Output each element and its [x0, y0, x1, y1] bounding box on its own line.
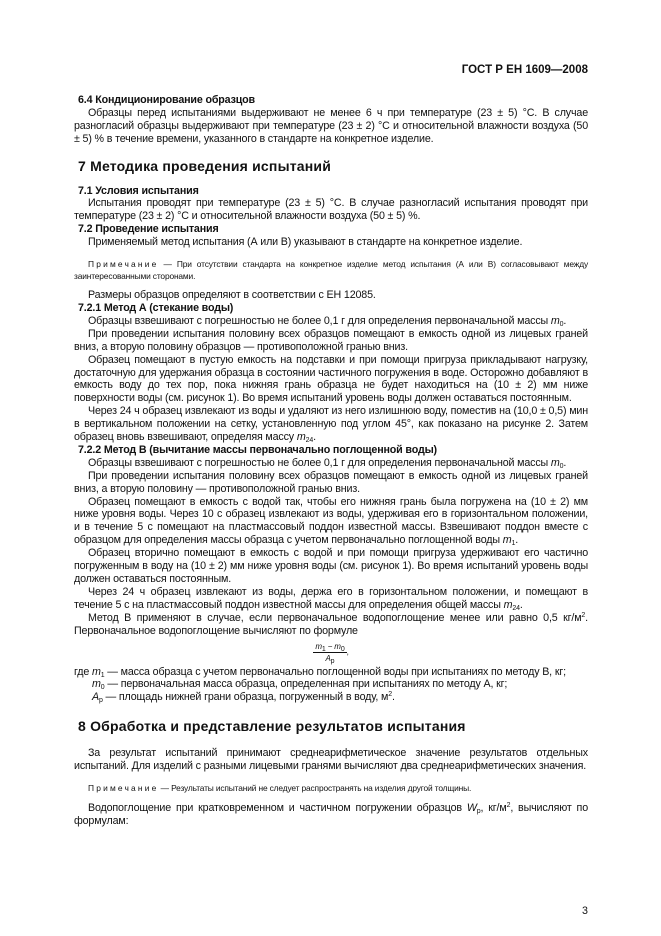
paragraph: Применяемый метод испытания (А или В) указывают в стандарте на конкретное изделие.: [88, 236, 523, 249]
text: Первоначальное водопоглощение вычисляют по формуле: [74, 624, 358, 637]
text: Через 24 ч образец извлекают из воды, держа его в горизонтальном положении, и помещают в течение 5 с на пластмассовый поддон известной массы для определения общей массы: [74, 585, 588, 611]
paragraph: Образец помещают в пустую емкость на подставки и при помощи пригруза прикладывают нагрузку, достаточную для удержания образца в состоянии частичного погружения в воде. Осторожно добавляют в емкость воду до тех пор, пока нижняя грань образца не будет находиться на (10 ± 2) мм ниже поверхности воды (см. рисунок 1). Во время испытаний уровень воды должен оставаться постоянным.: [74, 353, 588, 405]
sub: 0: [340, 645, 345, 653]
section-7-2-2-heading: 7.2.2 Метод В (вычитание массы первоначально поглощенной воды): [78, 443, 437, 456]
section-6-4-heading: 6.4 Кондиционирование образцов: [78, 94, 255, 106]
text: Образец помещают в емкость с водой так, чтобы его нижняя грань была погружена на (10 ± 2) мм ниже уровня воды. Через 10 с образец извлекают из воды, удерживая его в горизонтальном положении, и в течение 5 с помещают на пластмассовый поддон известной массы. Взвешивают поддон вместе с образцом для определения массы образца с учетом первоначально поглощенной воды: [74, 495, 588, 547]
sub: 1: [511, 540, 516, 548]
var: m: [503, 598, 513, 611]
text: .: [519, 598, 523, 611]
var: m: [92, 678, 101, 691]
var: A: [325, 653, 331, 663]
note-label: Примечание: [88, 259, 159, 270]
text: Образцы взвешивают с погрешностью не более 0,1 г для определения первоначальной массы: [88, 456, 551, 469]
section-7-1-heading: 7.1 Условия испытания: [78, 184, 199, 197]
paragraph: За результат испытаний принимают среднеарифметическое значение результатов отдельных испытаний. Для изделий с разными лицевыми гранями вычисляют два среднеарифметических значения.: [74, 747, 588, 773]
sub: 1: [321, 645, 326, 653]
sub: 1: [100, 671, 105, 679]
numerator: [313, 641, 346, 653]
denominator: [325, 654, 334, 663]
var: m: [502, 534, 512, 547]
var: W: [466, 801, 477, 814]
sub: 0: [100, 684, 105, 692]
paragraph: При проведении испытания половину всех образцов помещают в емкость одной из лицевых граней вниз, а вторую половину — противоположной гранью вниз.: [74, 469, 588, 495]
note: [74, 258, 588, 282]
page-number: 3: [582, 905, 588, 917]
text: Образцы взвешивают с погрешностью не более 0,1 г для определения первоначальной массы: [88, 314, 551, 327]
paragraph: [74, 405, 588, 444]
note-text: — При отсутствии стандарта на конкретное изделие метод испытания (А или В) согласовывают между заинтересованными сторонами.: [74, 259, 588, 282]
section-8-heading: 8 Обработка и представление результатов испытания: [78, 718, 466, 735]
sup: 2: [581, 611, 586, 619]
note: [74, 782, 588, 794]
sub: 0: [559, 320, 564, 328]
legend-item: [74, 691, 588, 704]
text: .: [515, 534, 519, 547]
comma: ,: [346, 647, 349, 657]
sup: 2: [388, 691, 392, 699]
formula-legend: [74, 666, 588, 705]
text: .: [585, 611, 588, 624]
paragraph: Размеры образцов определяют в соответствии с ЕН 12085.: [88, 289, 376, 302]
sub: 0: [559, 462, 564, 470]
var: m: [296, 431, 306, 444]
paragraph: [74, 802, 588, 828]
sub: p: [476, 807, 481, 815]
fraction: [313, 641, 346, 664]
text: Через 24 ч образец извлекают из воды и удаляют из него излишнюю воду, поместив на (10,0 ± 0,5) мин в вертикальном положении на сетку, установленную под углом 45°, как показано на рисунке 2. Затем образец вновь взвешивают, определяя массу: [74, 405, 588, 444]
var: m: [315, 641, 322, 651]
paragraph: [74, 586, 588, 612]
var: m: [334, 641, 341, 651]
text: Метод В применяют в случае, если первоначальное водопоглощение менее или равно 0,5 кг/м: [88, 611, 582, 624]
legend-item: [74, 666, 588, 679]
text: — площадь нижней грани образца, погруженный в воду, м: [102, 691, 389, 704]
paragraph: Испытания проводят при температуре (23 ± 5) °С. В случае разногласий испытания проводят при температуре (23 ± 2) °С и относительной влажности воздуха (50 ± 5) %.: [74, 197, 588, 223]
legend-item: [74, 678, 588, 691]
formula: [74, 641, 588, 664]
paragraph: [74, 315, 588, 328]
paragraph: [74, 612, 588, 638]
paragraph: [74, 496, 588, 548]
sup: 2: [506, 801, 511, 809]
text: где: [74, 665, 92, 678]
var: m: [550, 314, 560, 327]
note-label: Примечание: [88, 782, 159, 793]
op: −: [325, 641, 335, 651]
text: .: [313, 431, 316, 444]
text: , кг/м: [480, 801, 507, 814]
sub: p: [98, 697, 103, 705]
paragraph: [74, 457, 588, 470]
page-content: [74, 94, 588, 828]
note-text: — Результаты испытаний не следует распространять на изделия другой толщины.: [158, 782, 472, 793]
text: — масса образца с учетом первоначально поглощенной воды при испытаниях по методу В, кг;: [104, 665, 566, 678]
section-7-2-heading: 7.2 Проведение испытания: [78, 223, 219, 236]
section-7-2-1-heading: 7.2.1 Метод А (стекание воды): [78, 301, 234, 314]
text: Водопоглощение при кратковременном и частичном погружении образцов: [88, 801, 467, 814]
text: .: [563, 456, 567, 469]
sub: 24: [512, 604, 520, 612]
text: .: [391, 691, 395, 704]
sub: p: [330, 657, 335, 665]
paragraph: При проведении испытания половину всех образцов помещают в емкость одной из лицевых граней вниз, а вторую половину образцов — противоположной гранью вниз.: [74, 327, 588, 353]
var: A: [92, 691, 99, 704]
var: m: [91, 665, 101, 678]
section-7-heading: 7 Методика проведения испытаний: [78, 157, 332, 174]
document-header: ГОСТ Р ЕН 1609—2008: [461, 64, 588, 76]
paragraph: Образец вторично помещают в емкость с водой и при помощи пригруза удерживают его частично погруженным в воду на (10 ± 2) мм ниже уровня воды (см. рисунок 1). Во время испытаний уровень воды должен оставаться постоянным.: [74, 547, 588, 585]
text: .: [563, 314, 567, 327]
sub: 24: [305, 437, 314, 445]
var: m: [550, 456, 560, 469]
text: , вычисляют по формулам:: [74, 801, 588, 827]
paragraph: Образцы перед испытаниями выдерживают не менее 6 ч при температуре (23 ± 5) °С. В случае разногласий образцы выдерживают при температуре (23 ± 2) °С и относительной влажности воздуха (50 ± 5) % в течение времени, указанного в стандарте на конкретное изделие.: [74, 106, 588, 145]
text: — первоначальная масса образца, определенная при испытаниях по методу А, кг;: [104, 678, 508, 691]
